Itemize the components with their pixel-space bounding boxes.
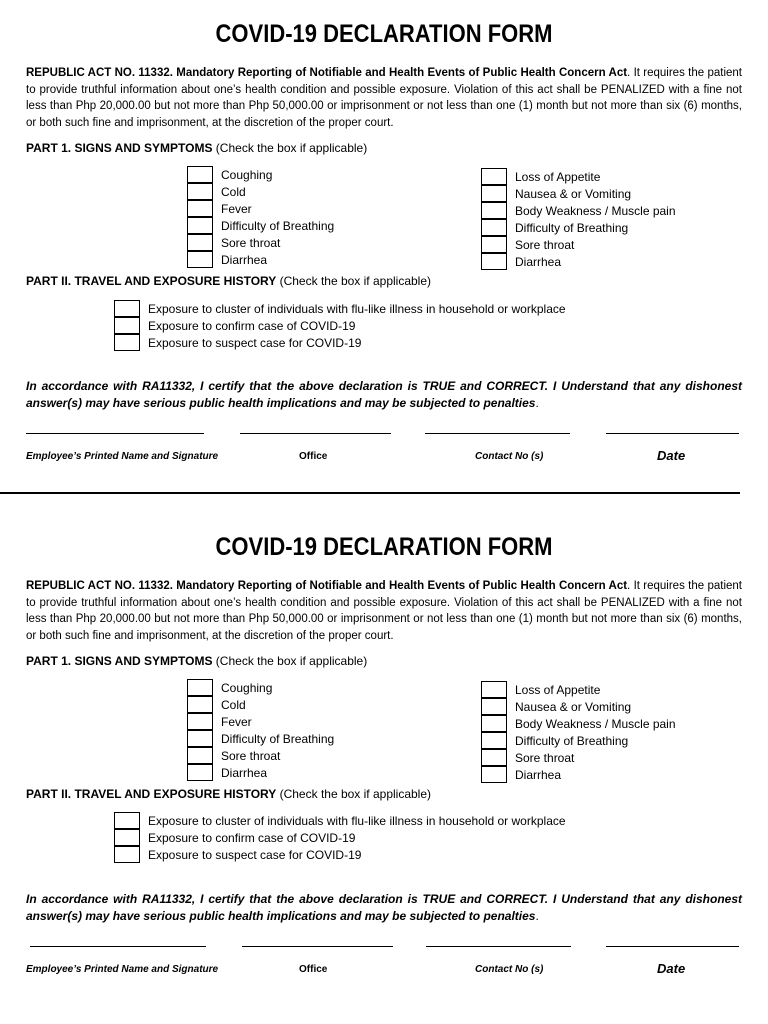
part2-heading-note: (Check the box if applicable)	[276, 787, 432, 801]
symptom-row[interactable]	[481, 219, 676, 236]
symptom-label: Difficulty of Breathing	[221, 218, 335, 233]
exposure-row[interactable]	[114, 317, 566, 334]
intro-text: . It requires the patient to provide truthful information about one’s health condition and possible exposure. Violation of this act shall be PENALIZED with a fine not less than Php 20,000.00 but not more than Php 50,000.00 or imprisonment or not less than one (1) month but not more than six (6) months, or both such fine and imprisonment, at the discretion of the proper court.	[26, 580, 742, 642]
checkbox[interactable]	[481, 698, 507, 715]
symptom-row[interactable]	[481, 185, 676, 202]
signature-line-contact[interactable]	[426, 946, 571, 947]
exposure-list	[114, 300, 566, 351]
part1-heading	[26, 141, 367, 155]
certification-statement	[26, 891, 742, 924]
symptom-row[interactable]	[187, 747, 334, 764]
checkbox[interactable]	[481, 219, 507, 236]
part2-heading-title: PART II. TRAVEL AND EXPOSURE HISTORY	[26, 274, 277, 288]
checkbox[interactable]	[187, 166, 213, 183]
symptoms-right-list	[481, 168, 676, 270]
part2-heading-title: PART II. TRAVEL AND EXPOSURE HISTORY	[26, 787, 277, 801]
symptom-label: Difficulty of Breathing	[515, 733, 629, 748]
signature-line-name[interactable]	[26, 433, 204, 434]
exposure-list	[114, 812, 566, 863]
part1-heading-note: (Check the box if applicable)	[212, 654, 368, 668]
checkbox[interactable]	[187, 251, 213, 268]
symptom-label: Coughing	[221, 167, 273, 182]
checkbox[interactable]	[481, 749, 507, 766]
symptom-row[interactable]	[481, 766, 676, 783]
symptom-label: Sore throat	[515, 237, 575, 252]
symptom-label: Body Weakness / Muscle pain	[515, 203, 676, 218]
symptoms-left-list	[187, 166, 334, 268]
symptom-label: Diarrhea	[221, 252, 268, 267]
exposure-row[interactable]	[114, 812, 566, 829]
symptoms-right-list	[481, 681, 676, 783]
intro-act-title: REPUBLIC ACT NO. 11332. Mandatory Reporting of Notifiable and Health Events of Public Health Concern Act	[26, 67, 628, 79]
exposure-label: Exposure to confirm case of COVID-19	[148, 318, 356, 333]
checkbox[interactable]	[481, 236, 507, 253]
signature-label-date: Date	[657, 961, 686, 976]
symptom-label: Diarrhea	[515, 254, 562, 269]
symptom-row[interactable]	[187, 217, 334, 234]
signature-line-date[interactable]	[606, 946, 739, 947]
exposure-row[interactable]	[114, 300, 566, 317]
checkbox[interactable]	[187, 730, 213, 747]
exposure-label: Exposure to confirm case of COVID-19	[148, 830, 356, 845]
signature-line-contact[interactable]	[425, 433, 570, 434]
form-title: COVID-19 DECLARATION FORM	[215, 20, 553, 48]
checkbox[interactable]	[114, 829, 140, 846]
checkbox[interactable]	[481, 168, 507, 185]
symptom-label: Cold	[221, 697, 246, 712]
exposure-label: Exposure to cluster of individuals with flu-like illness in household or workplace	[148, 813, 566, 828]
intro-text: . It requires the patient to provide truthful information about one’s health condition and possible exposure. Violation of this act shall be PENALIZED with a fine not less than Php 20,000.00 but not more than Php 50,000.00 or imprisonment or not less than one (1) month but not more than six (6) months, or both such fine and imprisonment, at the discretion of the proper court.	[26, 67, 742, 129]
symptom-label: Cold	[221, 184, 246, 199]
symptom-row[interactable]	[481, 715, 676, 732]
checkbox[interactable]	[481, 202, 507, 219]
symptom-row[interactable]	[481, 749, 676, 766]
exposure-row[interactable]	[114, 846, 566, 863]
symptom-label: Fever	[221, 714, 252, 729]
symptom-row[interactable]	[481, 168, 676, 185]
signature-label-contact: Contact No (s)	[475, 451, 544, 462]
checkbox[interactable]	[481, 253, 507, 270]
symptom-row[interactable]	[187, 166, 334, 183]
intro-paragraph	[26, 578, 742, 644]
symptom-label: Sore throat	[221, 748, 281, 763]
signature-line-date[interactable]	[606, 433, 739, 434]
part1-heading-title: PART 1. SIGNS AND SYMPTOMS	[26, 654, 213, 668]
checkbox[interactable]	[114, 812, 140, 829]
symptom-row[interactable]	[187, 696, 334, 713]
checkbox[interactable]	[114, 846, 140, 863]
checkbox[interactable]	[114, 317, 140, 334]
checkbox[interactable]	[187, 713, 213, 730]
symptom-row[interactable]	[187, 713, 334, 730]
symptom-row[interactable]	[481, 698, 676, 715]
symptom-label: Difficulty of Breathing	[515, 220, 629, 235]
part1-heading	[26, 654, 367, 668]
checkbox[interactable]	[187, 764, 213, 781]
symptom-row[interactable]	[481, 202, 676, 219]
form-title: COVID-19 DECLARATION FORM	[215, 533, 553, 561]
intro-paragraph	[26, 65, 742, 131]
symptom-label: Loss of Appetite	[515, 169, 601, 184]
part2-heading	[26, 787, 431, 801]
exposure-row[interactable]	[114, 334, 566, 351]
checkbox[interactable]	[481, 766, 507, 783]
symptom-row[interactable]	[481, 732, 676, 749]
symptom-label: Nausea & or Vomiting	[515, 186, 632, 201]
checkbox[interactable]	[187, 217, 213, 234]
checkbox[interactable]	[481, 681, 507, 698]
symptom-row[interactable]	[187, 730, 334, 747]
signature-label-office: Office	[299, 964, 328, 975]
exposure-label: Exposure to suspect case for COVID-19	[148, 335, 362, 350]
symptom-label: Loss of Appetite	[515, 682, 601, 697]
form-divider	[0, 492, 740, 494]
exposure-row[interactable]	[114, 829, 566, 846]
signature-line-office[interactable]	[240, 433, 391, 434]
intro-act-title: REPUBLIC ACT NO. 11332. Mandatory Reporting of Notifiable and Health Events of Public Health Concern Act	[26, 580, 628, 592]
certification-end: .	[535, 395, 539, 410]
certification-statement	[26, 378, 742, 411]
symptom-row[interactable]	[187, 251, 334, 268]
checkbox[interactable]	[187, 696, 213, 713]
certification-text: In accordance with RA11332, I certify that the above declaration is TRUE and CORRECT. I Understand that any dishonest answer(s) may have serious public health implications and may be subjected to penalties	[26, 379, 742, 410]
symptom-row[interactable]	[481, 236, 676, 253]
signature-label-contact: Contact No (s)	[475, 964, 544, 975]
checkbox[interactable]	[187, 183, 213, 200]
symptom-row[interactable]	[187, 764, 334, 781]
checkbox[interactable]	[114, 334, 140, 351]
symptom-label: Nausea & or Vomiting	[515, 699, 632, 714]
signature-label-date: Date	[657, 448, 686, 463]
checkbox[interactable]	[187, 200, 213, 217]
part2-heading	[26, 274, 431, 288]
part1-heading-note: (Check the box if applicable)	[212, 141, 368, 155]
declaration-form-2	[0, 513, 768, 1024]
symptom-label: Diarrhea	[221, 765, 268, 780]
part2-heading-note: (Check the box if applicable)	[276, 274, 432, 288]
symptoms-left-list	[187, 679, 334, 781]
checkbox[interactable]	[481, 732, 507, 749]
symptom-row[interactable]	[187, 234, 334, 251]
symptom-label: Coughing	[221, 680, 273, 695]
signature-line-name[interactable]	[30, 946, 206, 947]
symptom-row[interactable]	[481, 253, 676, 270]
part1-heading-title: PART 1. SIGNS AND SYMPTOMS	[26, 141, 213, 155]
signature-line-office[interactable]	[242, 946, 393, 947]
signature-label-name: Employee’s Printed Name and Signature	[26, 964, 219, 975]
symptom-label: Difficulty of Breathing	[221, 731, 335, 746]
checkbox[interactable]	[481, 185, 507, 202]
signature-label-office: Office	[299, 451, 328, 462]
symptom-row[interactable]	[187, 679, 334, 696]
exposure-label: Exposure to cluster of individuals with flu-like illness in household or workplace	[148, 301, 566, 316]
symptom-label: Body Weakness / Muscle pain	[515, 716, 676, 731]
checkbox[interactable]	[187, 234, 213, 251]
certification-text: In accordance with RA11332, I certify that the above declaration is TRUE and CORRECT. I Understand that any dishonest answer(s) may have serious public health implications and may be subjected to penalties	[26, 892, 742, 923]
signature-label-name: Employee’s Printed Name and Signature	[26, 451, 219, 462]
checkbox[interactable]	[114, 300, 140, 317]
checkbox[interactable]	[481, 715, 507, 732]
certification-end: .	[535, 908, 539, 923]
symptom-label: Sore throat	[221, 235, 281, 250]
exposure-label: Exposure to suspect case for COVID-19	[148, 847, 362, 862]
symptom-label: Fever	[221, 201, 252, 216]
checkbox[interactable]	[187, 747, 213, 764]
symptom-row[interactable]	[481, 681, 676, 698]
checkbox[interactable]	[187, 679, 213, 696]
symptom-row[interactable]	[187, 183, 334, 200]
symptom-label: Diarrhea	[515, 767, 562, 782]
symptom-label: Sore throat	[515, 750, 575, 765]
symptom-row[interactable]	[187, 200, 334, 217]
